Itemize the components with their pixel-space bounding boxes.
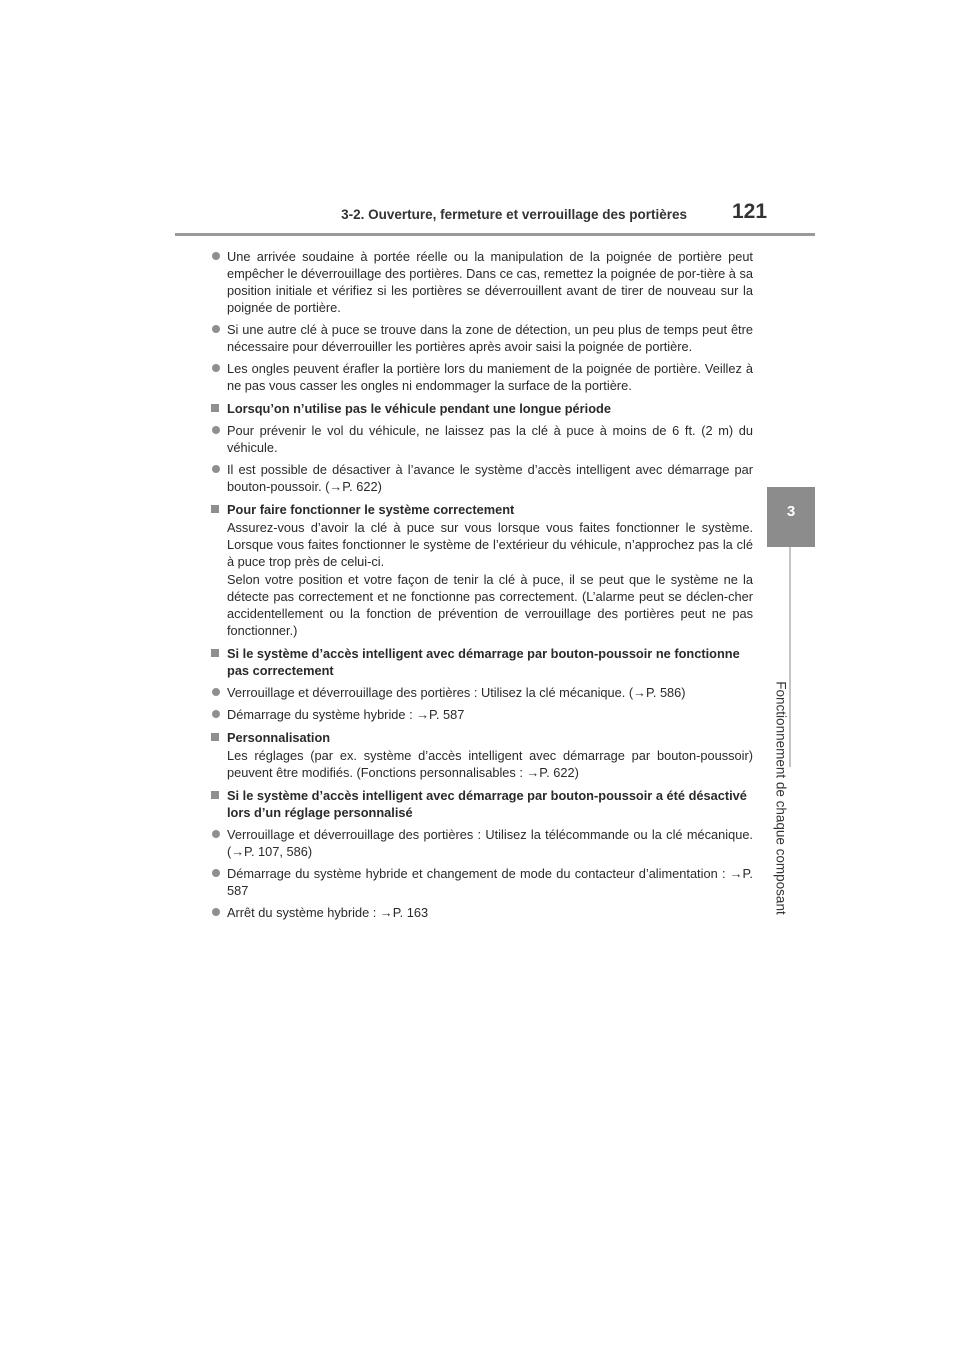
page-number: 121 (732, 200, 768, 223)
list-item (211, 422, 753, 456)
note-section (211, 787, 753, 921)
section-heading-text: Personnalisation (227, 730, 331, 745)
section-paragraph: Assurez-vous d’avoir la clé à puce sur vous lorsque vous faites fonctionner le système. Lorsque vous faites fonctionner le système de l’extérieur du véhicule, n’approchez pas la clé à puce trop près de celui-ci. (227, 520, 753, 569)
list-item (211, 826, 753, 860)
list-item (211, 461, 753, 495)
section-heading-text: Si le système d’accès intelligent avec démarrage par bouton-poussoir ne fonctionne pas correctement (227, 646, 740, 678)
list-item (211, 684, 753, 701)
list-item (211, 248, 753, 316)
bullet-dot-icon (212, 426, 220, 434)
bullet-text: Démarrage du système hybride : →P. 587 (227, 707, 465, 722)
section-heading-text: Si le système d’accès intelligent avec démarrage par bouton-poussoir a été désactivé lors d’un réglage personnalisé (227, 788, 747, 820)
section-paragraph: Les réglages (par ex. système d’accès intelligent avec démarrage par bouton-poussoir) peuvent être modifiés. (Fonctions personnalisables : →P. 622) (227, 748, 753, 780)
bullet-text: Verrouillage et déverrouillage des portières : Utilisez la clé mécanique. (→P. 586) (227, 685, 686, 700)
bullet-dot-icon (212, 252, 220, 260)
section-heading (211, 400, 753, 417)
header-divider (175, 233, 815, 236)
section-paragraph: Selon votre position et votre façon de tenir la clé à puce, il se peut que le système ne la détecte pas correctement et ne fonctionne pas correctement. (L’alarme peut se déclen-cher accidentellement ou la fonction de prévention de verrouillage des portières peut ne pas fonctionner.) (227, 572, 753, 638)
chapter-label: Fonctionnement de chaque composant (773, 681, 789, 915)
note-section (211, 400, 753, 495)
bullet-text: Les ongles peuvent érafler la portière lors du maniement de la poignée de portière. Veillez à ne pas vous casser les ongles ni endommager la surface de la portière. (227, 361, 753, 393)
page-content (211, 243, 753, 921)
bullet-dot-icon (212, 688, 220, 696)
section-heading (211, 729, 753, 746)
list-item (211, 904, 753, 921)
square-bullet-icon (211, 505, 219, 513)
section-heading-text: Pour faire fonctionner le système correctement (227, 502, 515, 517)
square-bullet-icon (211, 791, 219, 799)
bullet-text: Si une autre clé à puce se trouve dans la zone de détection, un peu plus de temps peut être nécessaire pour déverrouiller les portières après avoir saisi la poignée de portière. (227, 322, 753, 354)
bullet-dot-icon (212, 364, 220, 372)
list-item (211, 706, 753, 723)
square-bullet-icon (211, 649, 219, 657)
list-item (211, 321, 753, 355)
chapter-number: 3 (786, 503, 796, 520)
bullet-dot-icon (212, 465, 220, 473)
section-heading (211, 501, 753, 518)
bullet-text: Il est possible de désactiver à l’avance le système d’accès intelligent avec démarrage par bouton-poussoir. (→P. 622) (227, 462, 753, 494)
bullet-dot-icon (212, 869, 220, 877)
section-heading (211, 787, 753, 821)
section-heading (211, 645, 753, 679)
square-bullet-icon (211, 733, 219, 741)
section-title: 3-2. Ouverture, fermeture et verrouillage des portières (341, 207, 687, 222)
note-section (211, 501, 753, 639)
section-heading-text: Lorsqu’on n’utilise pas le véhicule pendant une longue période (227, 401, 611, 416)
note-section (211, 645, 753, 723)
bullet-text: Arrêt du système hybride : →P. 163 (227, 905, 429, 920)
list-item (211, 865, 753, 899)
chapter-tab-line (789, 547, 791, 767)
square-bullet-icon (211, 404, 219, 412)
bullet-text: Une arrivée soudaine à portée réelle ou la manipulation de la poignée de portière peut empêcher le déverrouillage des portières. Dans ce cas, remettez la poignée de por-tière à sa position initiale et vérifiez si les portières se déverrouillent avant de tirer de nouveau sur la poignée de portière. (227, 249, 753, 315)
bullet-text: Démarrage du système hybride et changement de mode du contacteur d’alimentation : →P. 587 (227, 866, 753, 898)
bullet-dot-icon (212, 325, 220, 333)
bullet-dot-icon (212, 830, 220, 838)
bullet-text: Pour prévenir le vol du véhicule, ne laissez pas la clé à puce à moins de 6 ft. (2 m) du véhicule. (227, 423, 753, 455)
bullet-dot-icon (212, 710, 220, 718)
note-section (211, 729, 753, 781)
bullet-dot-icon (212, 908, 220, 916)
list-item (211, 360, 753, 394)
bullet-text: Verrouillage et déverrouillage des portières : Utilisez la télécommande ou la clé mécanique. (→P. 107, 586) (227, 827, 753, 859)
